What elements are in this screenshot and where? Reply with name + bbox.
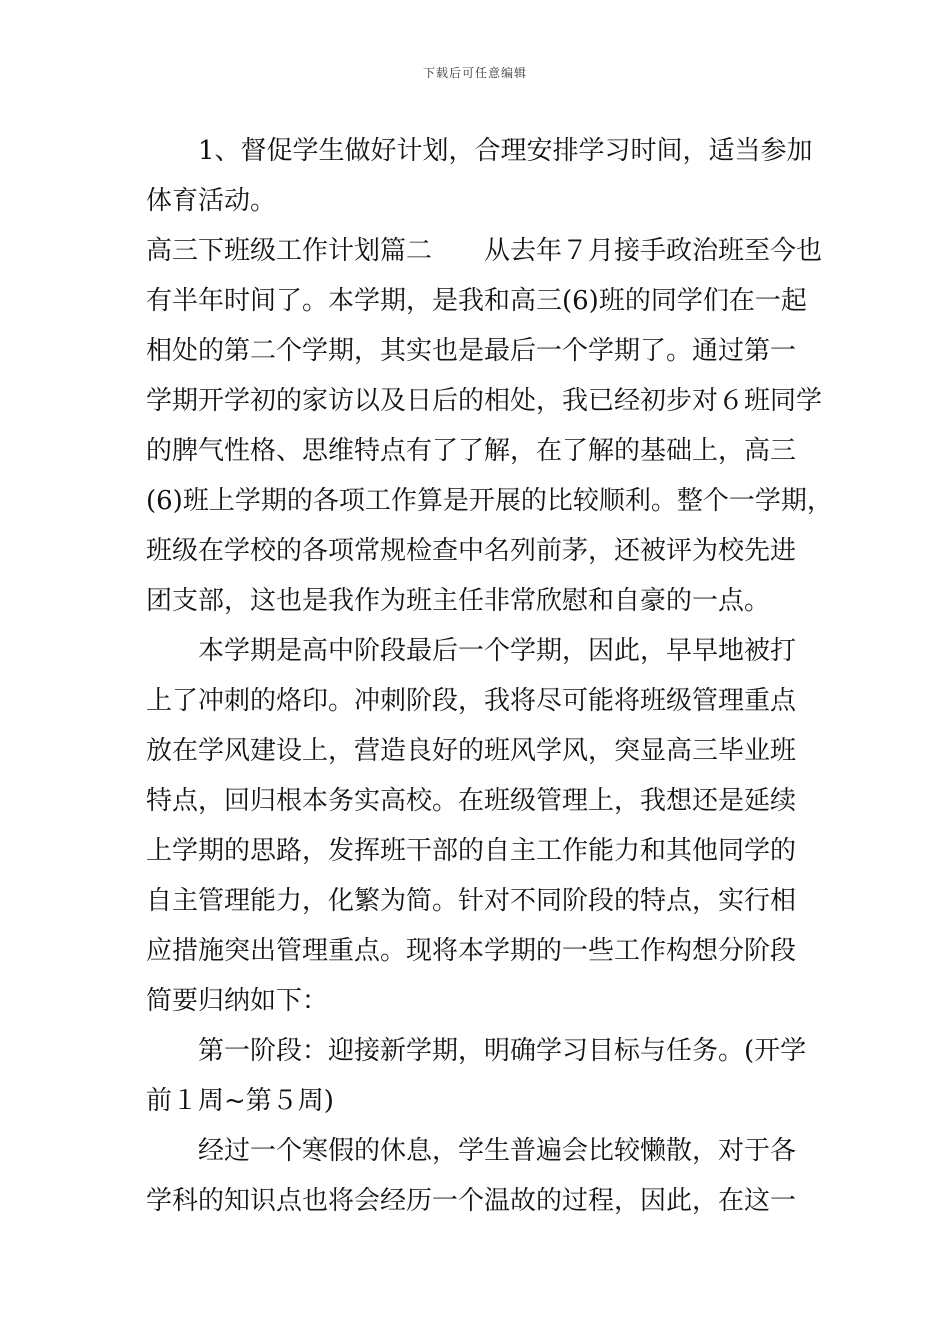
text-line: 应措施突出管理重点。现将本学期的一些工作构想分阶段 [146, 936, 797, 966]
text-line: 高三下班级工作计划篇二 从去年７月接手政治班至今也 [146, 236, 823, 266]
document-body [146, 126, 833, 1226]
text-line: 上了冲刺的烙印。冲刺阶段，我将尽可能将班级管理重点 [146, 686, 797, 716]
text-line: 第一阶段：迎接新学期，明确学习目标与任务。(开学 [198, 1036, 807, 1066]
text-line: 放在学风建设上，营造良好的班风学风，突显高三毕业班 [146, 736, 797, 766]
text-line: 团支部，这也是我作为班主任非常欣慰和自豪的一点。 [146, 586, 771, 616]
page-header: 下载后可任意编辑 [422, 66, 527, 80]
text-line: 特点，回归根本务实高校。在班级管理上，我想还是延续 [146, 786, 797, 816]
text-line: 简要归纳如下： [146, 986, 329, 1016]
text-line: 的脾气性格、思维特点有了了解，在了解的基础上，高三 [146, 436, 797, 466]
text-line: (6)班上学期的各项工作算是开展的比较顺利。整个一学期， [146, 486, 833, 516]
text-line: 经过一个寒假的休息，学生普遍会比较懒散，对于各 [198, 1136, 797, 1166]
text-line: 体育活动。 [146, 186, 277, 216]
text-line: 1、督促学生做好计划，合理安排学习时间，适当参加 [198, 136, 813, 166]
text-line: 自主管理能力，化繁为简。针对不同阶段的特点，实行相 [146, 886, 797, 916]
text-line: 前１周~第５周) [146, 1086, 334, 1116]
text-line: 有半年时间了。本学期，是我和高三(6)班的同学们在一起 [146, 286, 807, 316]
text-line: 上学期的思路，发挥班干部的自主工作能力和其他同学的 [146, 836, 797, 866]
text-line: 本学期是高中阶段最后一个学期，因此，早早地被打 [198, 636, 797, 666]
text-line: 班级在学校的各项常规检查中名列前茅，还被评为校先进 [146, 536, 797, 566]
text-line: 相处的第二个学期，其实也是最后一个学期了。通过第一 [146, 336, 797, 366]
text-line: 学科的知识点也将会经历一个温故的过程，因此，在这一 [146, 1186, 797, 1216]
text-line: 学期开学初的家访以及日后的相处，我已经初步对６班同学 [146, 386, 823, 416]
